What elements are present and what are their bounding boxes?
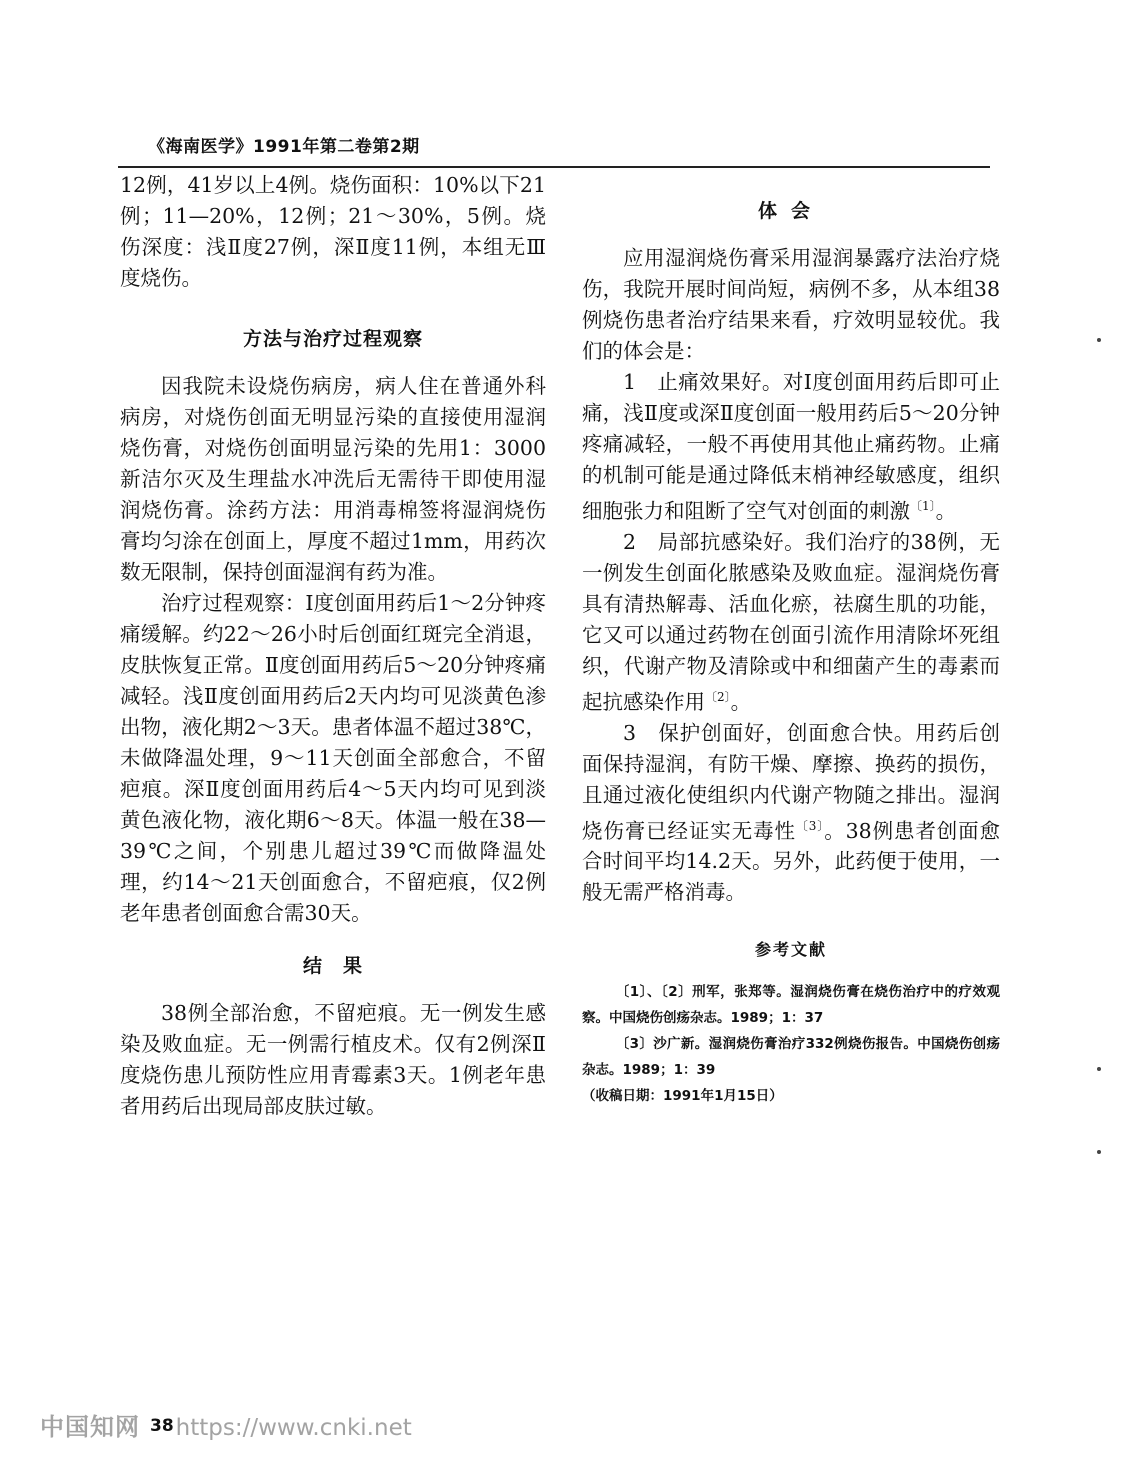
right-paragraph-3-end: 。	[730, 689, 752, 714]
footer	[40, 1407, 412, 1442]
scan-speck	[1097, 338, 1101, 342]
right-paragraph-2-end: 。	[935, 498, 957, 523]
header-rule	[118, 166, 990, 168]
received-date: （收稿日期：1991年1月15日）	[582, 1088, 783, 1105]
journal-header: 《海南医学》1991年第二卷第2期	[148, 137, 420, 157]
citation-2: 〔2〕	[705, 689, 731, 704]
right-paragraph-3	[582, 527, 1000, 718]
left-paragraph-1: 12例，41岁以上4例。烧伤面积：10%以下21例；11—20%，12例；21～30%，5例。烧伤深度：浅Ⅱ度27例，深Ⅱ度11例，本组无Ⅲ度烧伤。	[120, 173, 546, 290]
right-paragraph-4-text: 3 保护创面好，创面愈合快。用药后创面保持湿润，有防干燥、摩擦、换药的损伤，且通过液化使组织内代谢产物随之排出。湿润烧伤膏已经证实无毒性	[582, 720, 1000, 843]
right-paragraph-1: 应用湿润烧伤膏采用湿润暴露疗法治疗烧伤，我院开展时间尚短，病例不多，从本组38例烧伤患者治疗结果来看，疗效明显较优。我们的体会是：	[582, 246, 1000, 363]
left-paragraph-4: 38例全部治愈，不留疤痕。无一例发生感染及败血症。无一例需行植皮术。仅有2例深Ⅱ度烧伤患儿预防性应用青霉素3天。1例老年患者用药后出现局部皮肤过敏。	[120, 1001, 546, 1118]
reference-item: 〔1〕、〔2〕刑军，张郑等。湿润烧伤膏在烧伤治疗中的疗效观察。中国烧伤创疡杂志。1989；1：37	[582, 984, 1000, 1027]
left-paragraph-2: 因我院未设烧伤病房，病人住在普通外科病房，对烧伤创面无明显污染的直接使用湿润烧伤膏，对烧伤创面明显污染的先用1：3000新洁尔灭及生理盐水冲洗后无需待干即使用湿润烧伤膏。涂药方法：用消毒棉签将湿润烧伤膏均匀涂在创面上，厚度不超过1mm，用药次数无限制，保持创面湿润有药为准。	[120, 374, 546, 584]
references-list	[582, 979, 1000, 1109]
right-paragraph-2	[582, 367, 1000, 527]
section-heading-experience: 体会	[757, 200, 824, 222]
left-column	[120, 170, 546, 1122]
right-paragraph-4-end: 。38例患者创面愈合时间平均14.2天。另外，此药便于使用，一般无需严格消毒。	[582, 818, 1001, 905]
right-paragraph-2-text: 1 止痛效果好。对Ⅰ度创面用药后即可止痛，浅Ⅱ度或深Ⅱ度创面一般用药后5～20分钟疼痛减轻，一般不再使用其他止痛药物。止痛的机制可能是通过降低末梢神经敏感度，组织细胞张力和阻断了空气对创面的刺激	[582, 370, 1000, 523]
right-paragraph-3-text: 2 局部抗感染好。我们治疗的38例，无一例发生创面化脓感染及败血症。湿润烧伤膏具有清热解毒、活血化瘀，祛腐生肌的功能，它又可以通过药物在创面引流作用清除坏死组织，代谢产物及清除或中和细菌产生的毒素而起抗感染作用	[582, 529, 1000, 714]
cnki-logo: 中国知网	[40, 1413, 140, 1441]
references-heading: 参考文献	[754, 940, 827, 960]
reference-item: 〔3〕沙广新。湿润烧伤膏治疗332例烧伤报告。中国烧伤创疡杂志。1989；1：39	[582, 1036, 1000, 1079]
left-paragraph-3: 治疗过程观察：Ⅰ度创面用药后1～2分钟疼痛缓解。约22～26小时后创面红斑完全消退，皮肤恢复正常。Ⅱ度创面用药后5～20分钟疼痛减轻。浅Ⅱ度创面用药后2天内均可见淡黄色渗出物，液化期2～3天。患者体温不超过38℃，未做降温处理，9～11天创面全部愈合，不留疤痕。深Ⅱ度创面用药后4～5天内均可见到淡黄色液化物，液化期6～8天。体温一般在38—39℃之间，个别患儿超过39℃而做降温处理，约14～21天创面愈合，不留疤痕，仅2例老年患者创面愈合需30天。	[120, 591, 546, 925]
right-column	[582, 170, 1000, 1109]
right-paragraph-4	[582, 718, 1000, 909]
citation-3: 〔3〕	[795, 818, 825, 833]
source-url: https://www.cnki.net	[175, 1415, 412, 1441]
section-heading-methods: 方法与治疗过程观察	[242, 328, 423, 350]
scan-speck	[1097, 1150, 1101, 1154]
page-number: 38	[150, 1416, 174, 1436]
scan-speck	[1097, 1067, 1101, 1071]
citation-1: 〔1〕	[910, 499, 936, 513]
section-heading-results: 结 果	[302, 955, 363, 977]
